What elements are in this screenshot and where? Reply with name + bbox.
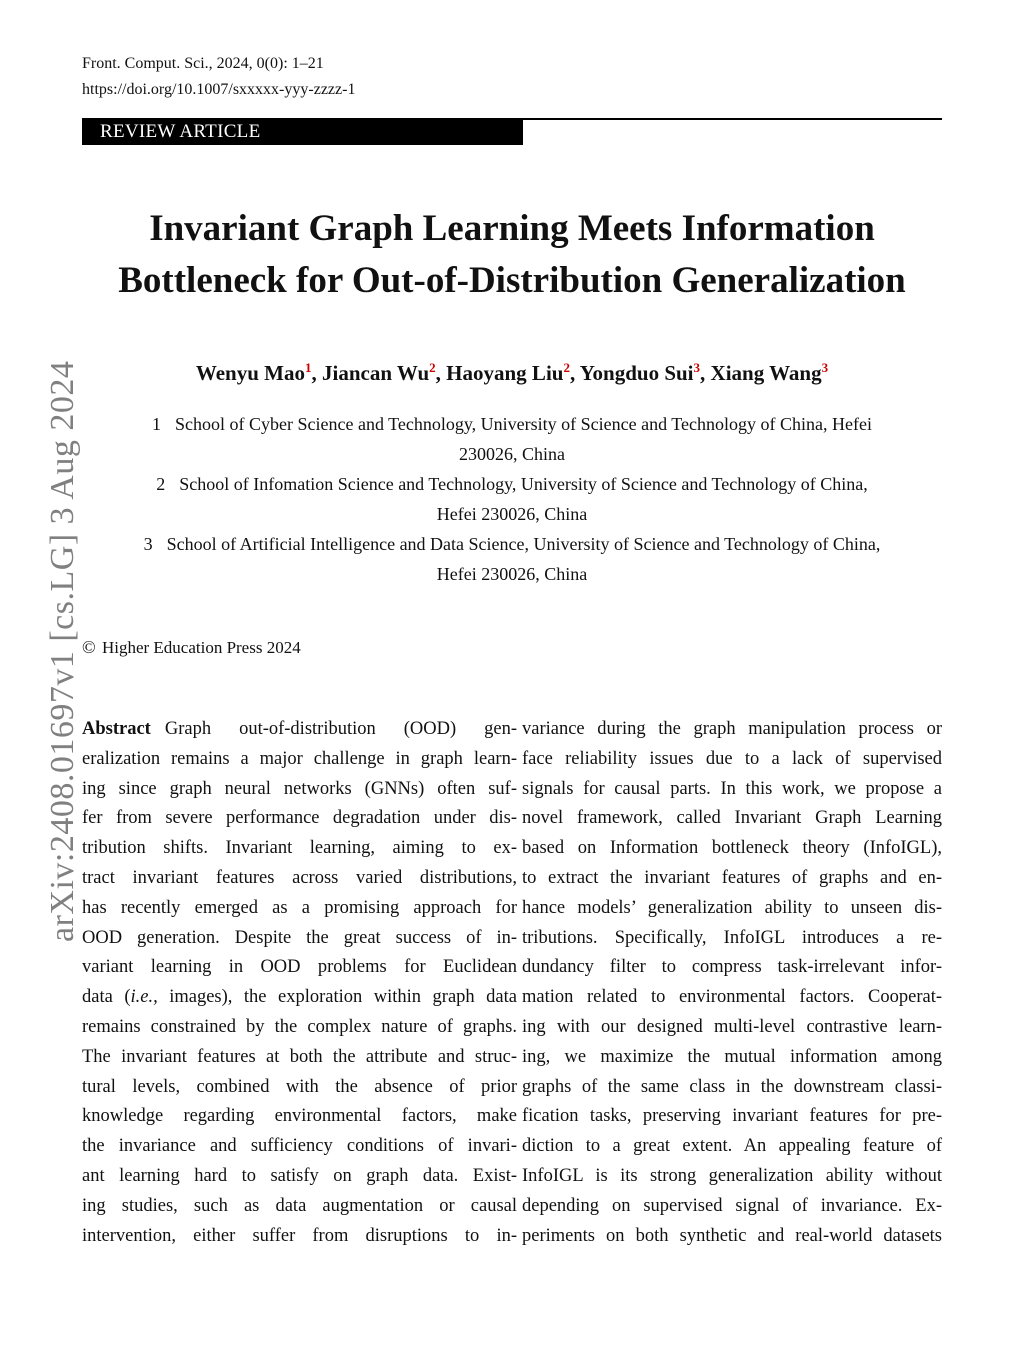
abstract-line: OOD generation. Despite the great success of in- <box>82 927 517 948</box>
abstract-text: Graph out-of-distribution (OOD) gen- <box>164 719 517 739</box>
abstract-heading: Abstract <box>82 719 151 739</box>
journal-citation: Front. Comput. Sci., 2024, 0(0): 1–21 <box>82 55 324 72</box>
author-name: Xiang Wang <box>710 361 822 385</box>
abstract-line <box>82 715 517 745</box>
abstract-line: diction to a great extent. An appealing feature of <box>522 1136 942 1157</box>
affiliation-line-1 <box>82 409 942 439</box>
author-name: Yongduo Sui <box>579 361 694 385</box>
copyright-text: Higher Education Press 2024 <box>101 638 301 657</box>
author-affiliation-ref[interactable]: 3 <box>693 360 701 375</box>
author-name: Haoyang Liu <box>446 361 564 385</box>
affiliation-text: School of Infomation Science and Technology, University of Science and Technology of China, <box>179 474 868 494</box>
author-separator: , <box>700 361 711 385</box>
affiliation-line-2: Hefei 230026, China <box>436 564 588 584</box>
copyright-icon: © <box>82 637 96 657</box>
title-line-2: Bottleneck for Out-of-Distribution Generalization <box>118 260 906 301</box>
abstract-line: InfoIGL is its strong generalization ability without <box>522 1165 942 1186</box>
title-line-1: Invariant Graph Learning Meets Information <box>149 208 875 249</box>
abstract-line: eralization remains a major challenge in graph learn- <box>82 748 517 769</box>
affiliation-text: School of Cyber Science and Technology, University of Science and Technology of China, Hefei <box>175 414 872 434</box>
arxiv-identifier-stamp[interactable]: arXiv:2408.01697v1 [cs.LG] 3 Aug 2024 <box>44 360 81 942</box>
author-separator: , <box>569 361 580 385</box>
affiliation-line-1 <box>82 469 942 499</box>
affiliation-item <box>82 469 942 529</box>
abstract-line: has recently emerged as a promising approach for <box>82 897 517 918</box>
abstract-line <box>82 983 517 1013</box>
abstract-line: periments on both synthetic and real-world datasets <box>522 1225 942 1246</box>
author-list <box>82 359 942 387</box>
author-affiliation-ref[interactable]: 2 <box>429 360 436 375</box>
copyright-line <box>82 636 301 659</box>
author-separator: , <box>311 361 322 385</box>
author-name: Jiancan Wu <box>321 361 430 385</box>
abstract-line: remains constrained by the complex nature of graphs. <box>82 1016 517 1037</box>
author-name: Wenyu Mao <box>195 361 305 385</box>
affiliation-text: School of Artificial Intelligence and Data Science, University of Science and Technology of China, <box>166 534 881 554</box>
paper-title <box>82 203 942 307</box>
abstract-line: knowledge regarding environmental factors, make <box>82 1106 517 1127</box>
abstract-line: to extract the invariant features of graphs and en- <box>522 867 942 888</box>
affiliation-line-1 <box>82 529 942 559</box>
affiliation-line-2: 230026, China <box>459 444 565 464</box>
abstract-line: tract invariant features across varied distributions, <box>82 867 517 888</box>
abstract-line: the invariance and sufficiency conditions of invari- <box>82 1136 517 1157</box>
abstract-line: signals for causal parts. In this work, we propose a <box>522 778 942 799</box>
affiliation-item <box>82 529 942 589</box>
abstract-right-column <box>522 715 942 1251</box>
abstract-emphasis: i.e., <box>130 987 158 1008</box>
abstract-line: The invariant features at both the attribute and struc- <box>82 1046 517 1067</box>
abstract-text: images), the exploration within graph data <box>157 987 517 1008</box>
abstract-line: ing, we maximize the mutual information among <box>522 1046 942 1067</box>
abstract-line: ing studies, such as data augmentation or causal <box>82 1195 517 1216</box>
affiliation-number: 3 <box>143 534 153 554</box>
affiliation-item <box>82 409 942 469</box>
abstract-line: dundancy filter to compress task-irrelevant infor- <box>522 957 942 978</box>
doi-link[interactable]: https://doi.org/10.1007/sxxxxx-yyy-zzzz-1 <box>82 81 356 98</box>
author-separator: , <box>435 361 447 385</box>
abstract-line: face reliability issues due to a lack of supervised <box>522 748 942 769</box>
abstract-line: ant learning hard to satisfy on graph data. Exist- <box>82 1165 517 1186</box>
abstract-line: novel framework, called Invariant Graph Learning <box>522 808 942 829</box>
abstract-line: intervention, either suffer from disruptions to in- <box>82 1225 517 1246</box>
abstract-line: mation related to environmental factors. Cooperat- <box>522 987 942 1008</box>
abstract-line: tribution shifts. Invariant learning, aiming to ex- <box>82 838 517 859</box>
abstract-line: fer from severe performance degradation under dis- <box>82 808 517 829</box>
affiliation-number: 1 <box>152 414 162 434</box>
abstract-line: variant learning in OOD problems for Euclidean <box>82 957 517 978</box>
abstract-line: ing since graph neural networks (GNNs) often suf- <box>82 778 517 799</box>
author-affiliation-ref[interactable]: 2 <box>563 360 570 375</box>
abstract-line: graphs of the same class in the downstream classi- <box>522 1076 942 1097</box>
abstract-line: ing with our designed multi-level contrastive learn- <box>522 1016 942 1037</box>
abstract-line: tural levels, combined with the absence of prior <box>82 1076 517 1097</box>
abstract-text: data ( <box>82 987 131 1008</box>
abstract-line: tributions. Specifically, InfoIGL introduces a re- <box>522 927 942 948</box>
article-type-label: REVIEW ARTICLE <box>100 121 261 142</box>
abstract-left-column <box>82 715 517 1251</box>
affiliation-line-2: Hefei 230026, China <box>436 504 588 524</box>
abstract-line: based on Information bottleneck theory (InfoIGL), <box>522 838 942 859</box>
article-type-banner <box>82 118 523 145</box>
abstract-line: depending on supervised signal of invariance. Ex- <box>522 1195 942 1216</box>
abstract-line: hance models’ generalization ability to unseen dis- <box>522 897 942 918</box>
abstract-line: fication tasks, preserving invariant features for pre- <box>522 1106 942 1127</box>
abstract-line: variance during the graph manipulation process or <box>522 719 942 739</box>
author-affiliation-ref[interactable]: 1 <box>304 360 312 375</box>
author-affiliation-ref[interactable]: 3 <box>821 360 829 375</box>
affiliation-number: 2 <box>156 474 166 494</box>
